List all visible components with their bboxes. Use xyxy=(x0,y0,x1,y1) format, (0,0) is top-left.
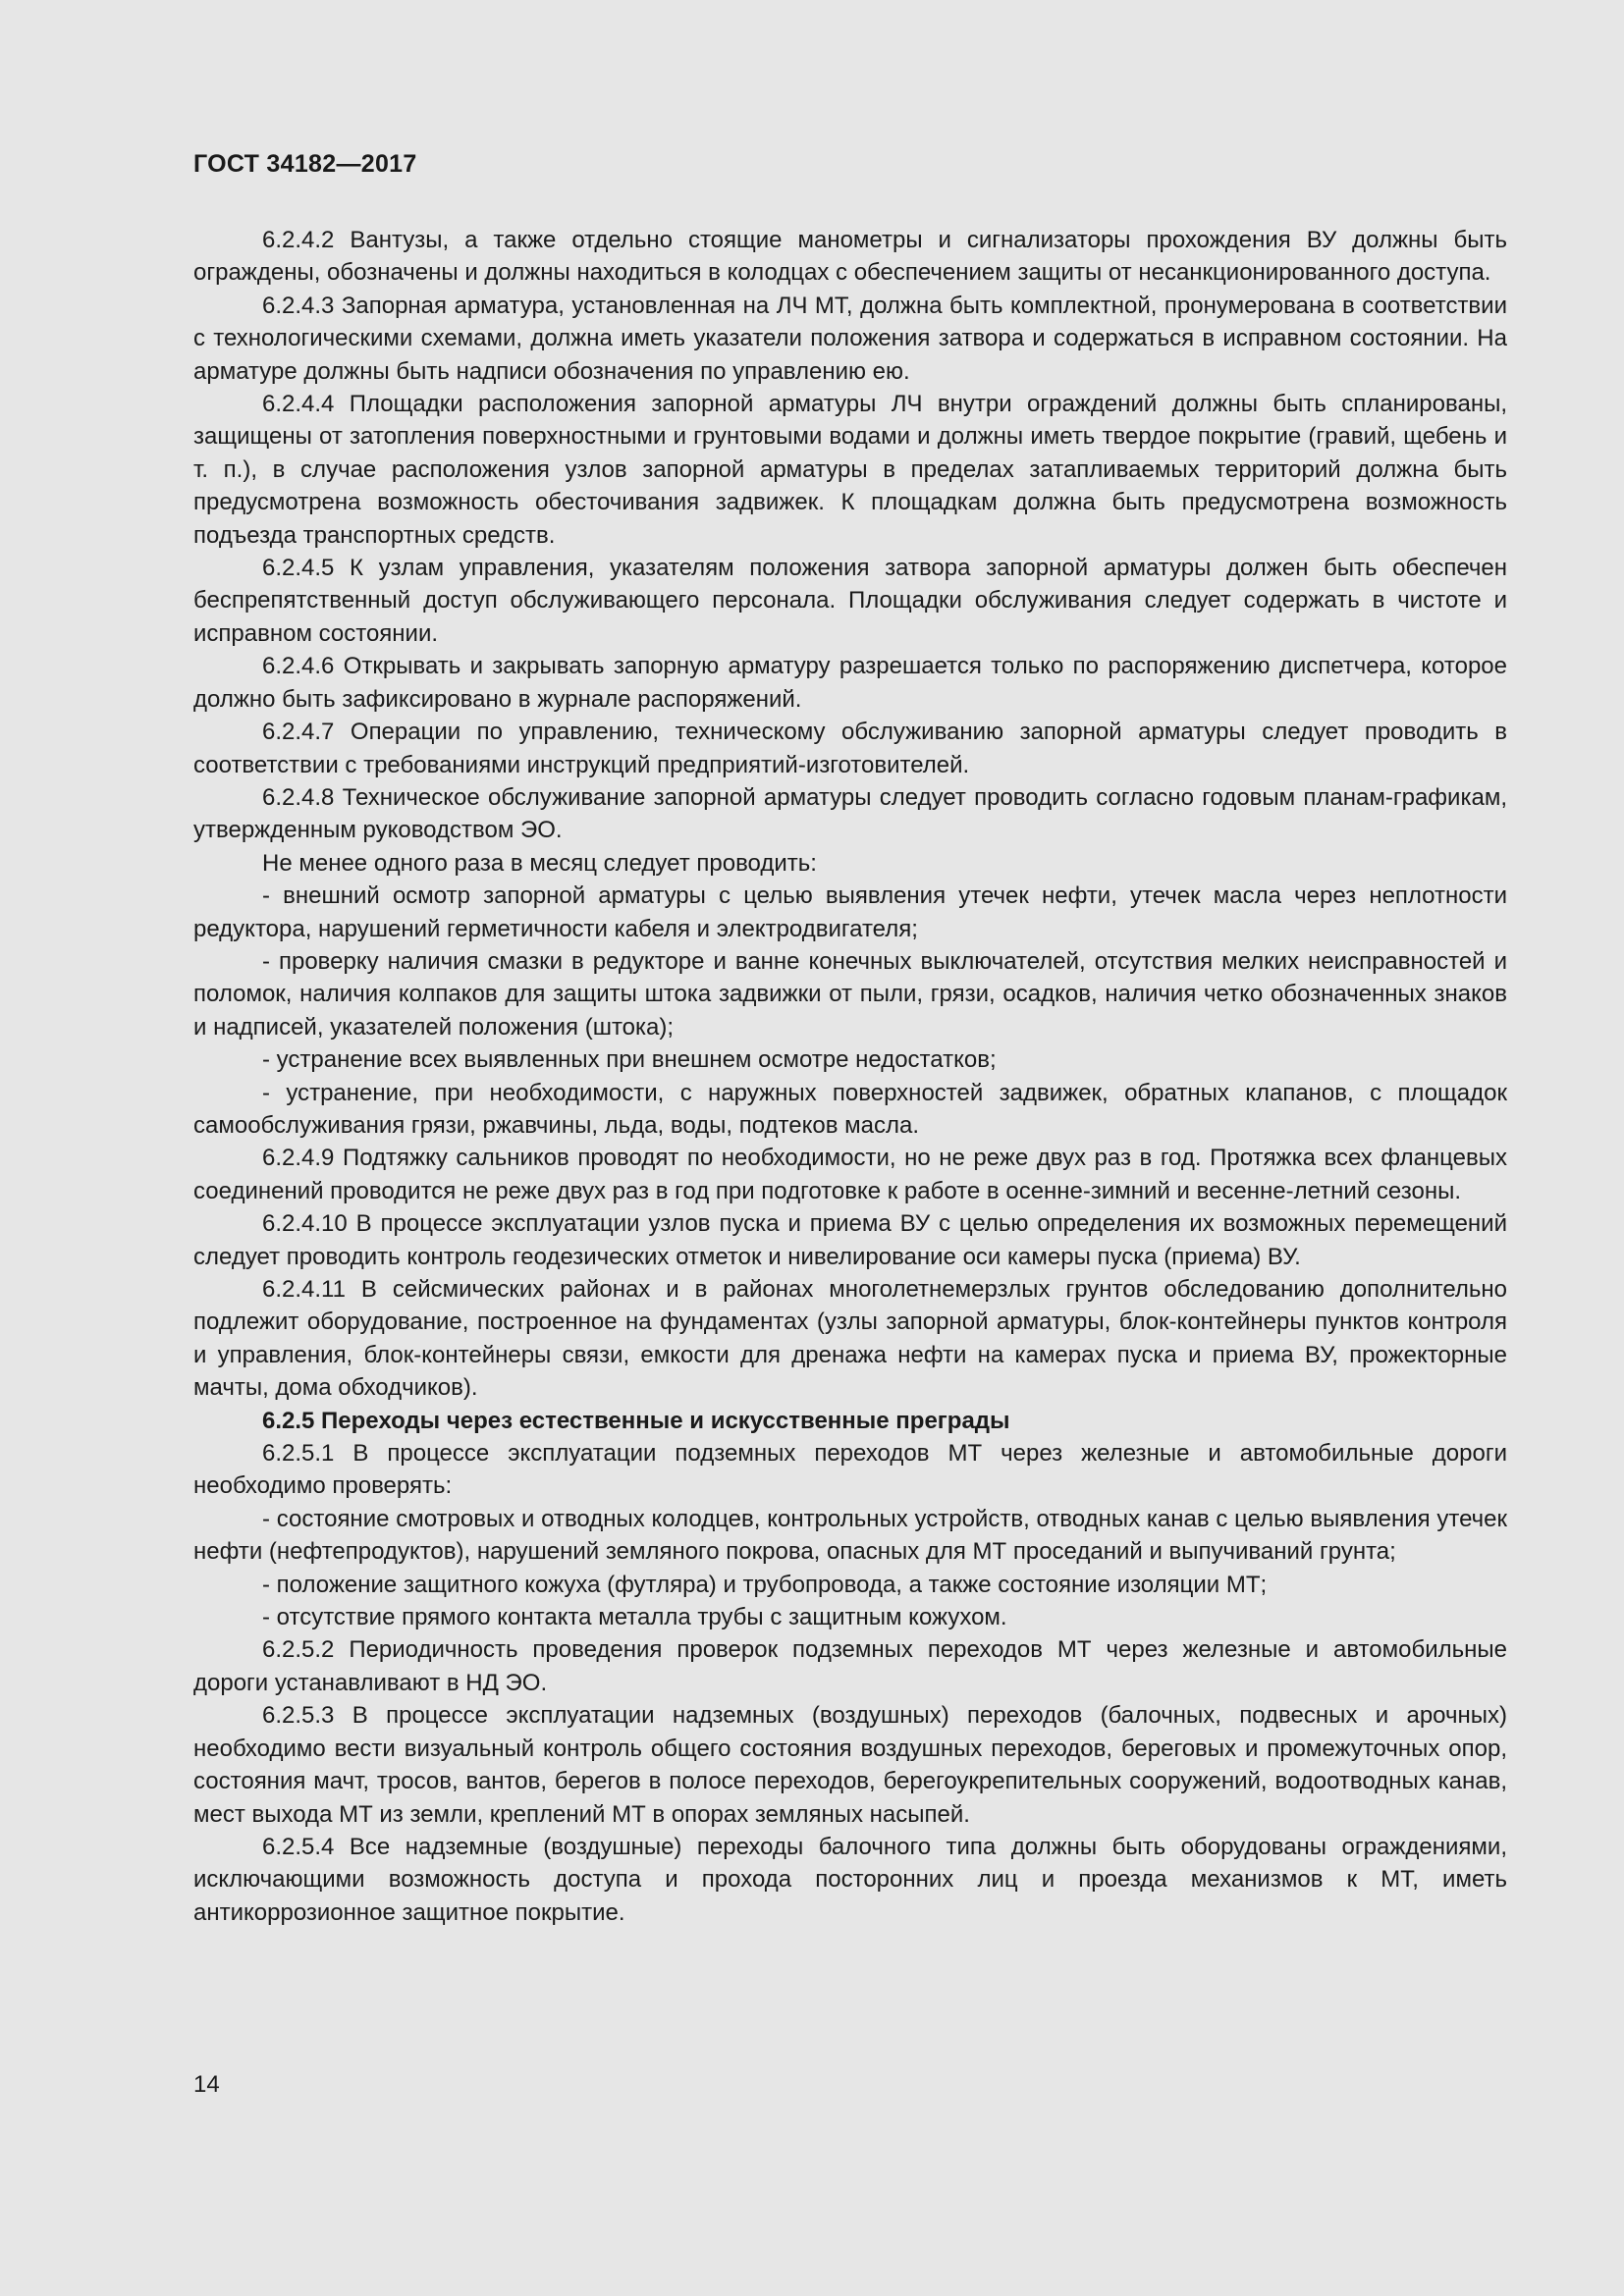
paragraph: Не менее одного раза в месяц следует проводить: xyxy=(262,849,817,877)
paragraph: 6.2.4.11 В сейсмических районах и в районах многолетнемерзлых грунтов обследованию дополнительно подлежит оборудование, построенное на фундаментах (узлы запорной арматуры, блок-контейнеры пунктов контроля и управления, блок-контейнеры связи, емкости для дренажа нефти на камерах пуска и приема ВУ, прожекторные мачты, дома обходчиков). xyxy=(193,1276,1507,1402)
section-heading: 6.2.5 Переходы через естественные и искусственные преграды xyxy=(262,1407,1010,1434)
paragraph: 6.2.5.3 В процессе эксплуатации надземных (воздушных) переходов (балочных, подвесных и арочных) необходимо вести визуальный контроль общего состояния воздушных переходов, береговых и промежуточных опор, состояния мачт, тросов, вантов, берегов в полосе переходов, берегоукрепительных сооружений, водоотводных канав, мест выхода МТ из земли, креплений МТ в опорах земляных насыпей. xyxy=(193,1702,1507,1828)
paragraph: 6.2.5.2 Периодичность проведения проверок подземных переходов МТ через железные и автомобильные дороги устанавливают в НД ЭО. xyxy=(193,1636,1507,1696)
paragraph: - проверку наличия смазки в редукторе и ванне конечных выключателей, отсутствия мелких неисправностей и поломок, наличия колпаков для защиты штока задвижки от пыли, грязи, осадков, наличия четко обозначенных знаков и надписей, указателей положения (штока); xyxy=(193,947,1507,1041)
document-body xyxy=(193,224,1507,1929)
paragraph: - отсутствие прямого контакта металла трубы с защитным кожухом. xyxy=(262,1604,1007,1631)
paragraph: 6.2.4.7 Операции по управлению, техническому обслуживанию запорной арматуры следует проводить в соответствии с требованиями инструкций предприятий-изготовителей. xyxy=(193,719,1507,778)
paragraph: 6.2.4.6 Открывать и закрывать запорную арматуру разрешается только по распоряжению диспетчера, которое должно быть зафиксировано в журнале распоряжений. xyxy=(193,653,1507,713)
paragraph: - устранение, при необходимости, с наружных поверхностей задвижек, обратных клапанов, с площадок самообслуживания грязи, ржавчины, льда, воды, подтеков масла. xyxy=(193,1079,1507,1139)
page-number: 14 xyxy=(193,2071,220,2098)
paragraph: - состояние смотровых и отводных колодцев, контрольных устройств, отводных канав с целью выявления утечек нефти (нефтепродуктов), нарушений земляного покрова, опасных для МТ проседаний и выпучиваний грунта; xyxy=(193,1505,1507,1566)
paragraph: 6.2.4.8 Техническое обслуживание запорной арматуры следует проводить согласно годовым планам-графикам, утвержденным руководством ЭО. xyxy=(193,783,1507,844)
paragraph: - внешний осмотр запорной арматуры с целью выявления утечек нефти, утечек масла через неплотности редуктора, нарушений герметичности кабеля и электродвигателя; xyxy=(193,882,1507,942)
paragraph: 6.2.4.5 К узлам управления, указателям положения затвора запорной арматуры должен быть обеспечен беспрепятственный доступ обслуживающего персонала. Площадки обслуживания следует содержать в чистоте и исправном состоянии. xyxy=(193,555,1507,647)
paragraph: 6.2.4.4 Площадки расположения запорной арматуры ЛЧ внутри ограждений должны быть спланированы, защищены от затопления поверхностными и грунтовыми водами и должны иметь твердое покрытие (гравий, щебень и т. п.), в случае расположения узлов запорной арматуры в пределах затапливаемых территорий должна быть предусмотрена возможность обесточивания задвижек. К площадкам должна быть предусмотрена возможность подъезда транспортных средств. xyxy=(193,391,1507,549)
paragraph: - устранение всех выявленных при внешнем осмотре недостатков; xyxy=(262,1046,997,1074)
paragraph: - положение защитного кожуха (футляра) и трубопровода, а также состояние изоляции МТ; xyxy=(262,1571,1268,1598)
document-header: ГОСТ 34182—2017 xyxy=(193,150,417,178)
paragraph: 6.2.4.3 Запорная арматура, установленная на ЛЧ МТ, должна быть комплектной, пронумерована в соответствии с технологическими схемами, должна иметь указатели положения затвора и содержаться в исправном состоянии. На арматуре должны быть надписи обозначения по управлению ею. xyxy=(193,292,1507,385)
paragraph: 6.2.5.1 В процессе эксплуатации подземных переходов МТ через железные и автомобильные дороги необходимо проверять: xyxy=(193,1440,1507,1500)
paragraph: 6.2.5.4 Все надземные (воздушные) переходы балочного типа должны быть оборудованы ограждениями, исключающими возможность доступа и прохода посторонних лиц и проезда механизмов к МТ, иметь антикоррозионное защитное покрытие. xyxy=(193,1833,1507,1926)
paragraph: 6.2.4.2 Вантузы, а также отдельно стоящие манометры и сигнализаторы прохождения ВУ должны быть ограждены, обозначены и должны находиться в колодцах с обеспечением защиты от несанкционированного доступа. xyxy=(193,227,1507,287)
paragraph: 6.2.4.9 Подтяжку сальников проводят по необходимости, но не реже двух раз в год. Протяжка всех фланцевых соединений проводится не реже двух раз в год при подготовке к работе в осенне-зимний и весенне-летний сезоны. xyxy=(193,1145,1507,1204)
paragraph: 6.2.4.10 В процессе эксплуатации узлов пуска и приема ВУ с целью определения их возможных перемещений следует проводить контроль геодезических отметок и нивелирование оси камеры пуска (приема) ВУ. xyxy=(193,1210,1507,1270)
